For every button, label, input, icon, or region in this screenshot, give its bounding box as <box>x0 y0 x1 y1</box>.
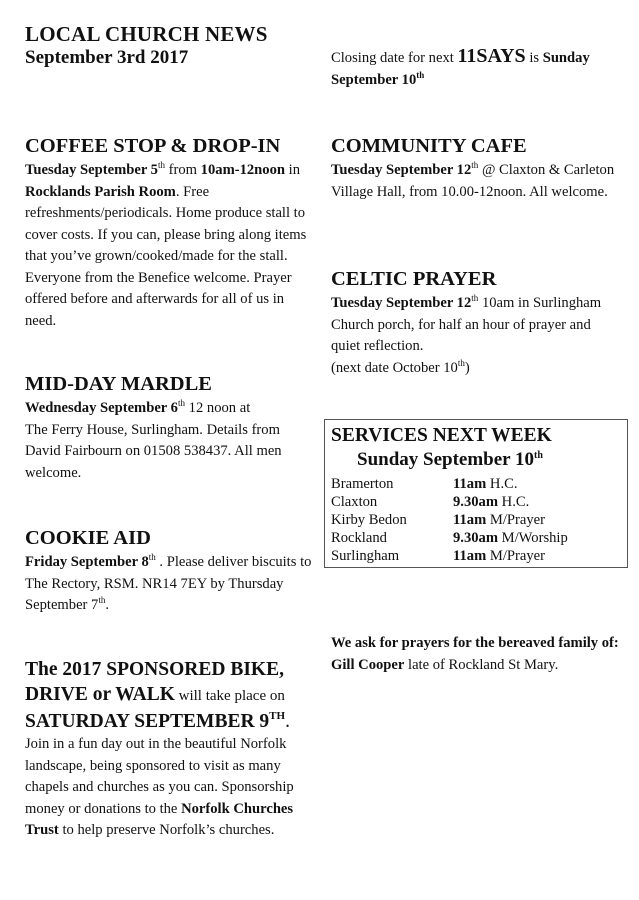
coffee-place: Rocklands Parish Room <box>25 183 176 200</box>
cafe-body: @ Claxton & Carleton Village Hall, from 10.00-12noon. All welcome. <box>331 162 615 200</box>
closing-prefix: Closing date for next <box>331 50 458 66</box>
service-type: M/Worship <box>498 530 568 546</box>
table-row <box>331 511 621 529</box>
service-entry <box>453 547 545 565</box>
cookie-text <box>25 552 317 617</box>
services-title: SERVICES NEXT WEEK <box>331 425 552 446</box>
closing-day: Sunday <box>542 50 590 66</box>
community-cafe-section <box>331 133 621 203</box>
prayers-notice <box>331 633 621 676</box>
table-row <box>331 547 621 565</box>
bike-heading-line2 <box>25 682 317 709</box>
bike-ride-section <box>25 657 317 842</box>
mardle-body: The Ferry House, Surlingham. Details from David Fairbourn on 01508 538437. All men welcome. <box>25 421 282 481</box>
bike-trust: Norfolk Churches Trust <box>25 800 294 838</box>
coffee-heading: COFFEE STOP & DROP-IN <box>25 135 281 157</box>
service-type: H.C. <box>498 494 530 510</box>
services-date: Sunday September 10 <box>357 449 535 470</box>
service-time: 9.30am <box>453 530 498 546</box>
celtic-prayer-section <box>331 266 621 379</box>
cookie-day: Friday September 8 <box>25 554 149 570</box>
service-place: Claxton <box>331 494 378 510</box>
cookie-body-end: . <box>105 597 110 613</box>
service-entry <box>453 475 517 493</box>
bike-date-sup: TH <box>269 710 286 722</box>
service-place: Rockland <box>331 530 387 546</box>
service-type: H.C. <box>486 476 518 492</box>
cookie-aid-section <box>25 525 317 617</box>
celtic-next-end: ) <box>464 359 470 376</box>
cafe-day-sup: th <box>471 160 479 170</box>
coffee-text <box>25 160 317 332</box>
service-place: Kirby Bedon <box>331 512 407 528</box>
celtic-day: Tuesday September 12 <box>331 295 472 311</box>
service-place: Surlingham <box>331 548 400 564</box>
celtic-day-sup: th <box>471 293 479 303</box>
coffee-day-sup: th <box>157 160 165 170</box>
page-title: LOCAL CHURCH NEWS <box>25 22 268 46</box>
closing-date-note <box>331 45 621 91</box>
bike-body: Join in a fun day out in the beautiful Norfolk landscape, being sponsored to visit as many chapels and churches as you can. Sponsorship money or donations to the <box>25 736 294 817</box>
bike-body-end: to help preserve Norfolk’s churches. <box>58 822 275 838</box>
closing-magazine: 11SAYS <box>457 45 526 67</box>
bike-date-end: . <box>285 711 290 732</box>
bike-date: SATURDAY SEPTEMBER 9 <box>25 711 270 732</box>
closing-date: September 10 <box>331 72 417 88</box>
coffee-stop-section <box>25 133 317 332</box>
coffee-body: . Free refreshments/periodicals. Home produce stall to cover costs. If you can, please bring along items that you’ve grown/cooked/made for the stall. Everyone from the Benefice welcome. Prayer offered before and afterwards for all of us in need. <box>25 183 307 329</box>
celtic-heading: CELTIC PRAYER <box>331 268 497 290</box>
cookie-body-sup: th <box>98 595 106 605</box>
bike-heading-line1: The 2017 SPONSORED BIKE, <box>25 659 284 680</box>
newsletter-header <box>25 22 317 70</box>
mardle-section <box>25 371 317 484</box>
closing-date-sup: th <box>416 70 425 80</box>
table-row <box>331 475 621 493</box>
cookie-body: . Please deliver biscuits to The Rectory, RSM. NR14 7EY by Thursday September 7 <box>25 554 312 613</box>
bike-heading-rest: will take place on <box>174 688 285 704</box>
table-row <box>331 493 621 511</box>
service-time: 11am <box>453 476 487 492</box>
bike-text <box>25 734 317 842</box>
service-type: M/Prayer <box>486 548 546 564</box>
cookie-heading: COOKIE AID <box>25 527 151 549</box>
mardle-day-sup: th <box>177 398 185 408</box>
services-box <box>324 419 628 568</box>
celtic-next: (next date October 10 <box>331 359 458 376</box>
cafe-heading: COMMUNITY CAFE <box>331 135 527 157</box>
bereaved-detail: late of Rockland St Mary. <box>404 656 559 673</box>
coffee-time: 10am-12noon <box>200 162 285 178</box>
table-row <box>331 529 621 547</box>
closing-text <box>331 45 621 91</box>
cookie-day-sup: th <box>148 552 156 562</box>
prayers-request: We ask for prayers for the bereaved family of: <box>331 635 619 651</box>
issue-date: September 3rd 2017 <box>25 47 189 68</box>
services-table <box>331 475 621 565</box>
coffee-from: from <box>165 162 201 178</box>
mardle-heading: MID-DAY MARDLE <box>25 373 212 395</box>
services-subtitle <box>357 448 621 472</box>
mardle-text <box>25 398 317 484</box>
prayers-text <box>331 633 621 676</box>
mardle-time: 12 noon at <box>185 400 251 416</box>
bike-heading-bold: DRIVE or WALK <box>25 684 175 705</box>
services-date-sup: th <box>534 450 543 461</box>
service-place: Bramerton <box>331 476 394 492</box>
service-entry <box>453 511 545 529</box>
service-time: 11am <box>453 548 487 564</box>
service-time: 9.30am <box>453 494 498 510</box>
bike-heading-line3 <box>25 709 317 734</box>
service-type: M/Prayer <box>486 512 546 528</box>
cafe-text <box>331 160 621 203</box>
coffee-day: Tuesday September 5 <box>25 162 158 178</box>
coffee-in: in <box>285 162 300 178</box>
cafe-day: Tuesday September 12 <box>331 162 472 178</box>
celtic-next-sup: th <box>457 357 465 368</box>
mardle-day: Wednesday September 6 <box>25 400 178 416</box>
service-entry <box>453 493 529 511</box>
bereaved-name: Gill Cooper <box>331 656 405 673</box>
celtic-text <box>331 293 621 379</box>
closing-is: is <box>525 50 543 66</box>
celtic-body: 10am in Surlingham Church porch, for half an hour of prayer and quiet reflection. <box>331 295 602 354</box>
service-entry <box>453 529 568 547</box>
service-time: 11am <box>453 512 487 528</box>
